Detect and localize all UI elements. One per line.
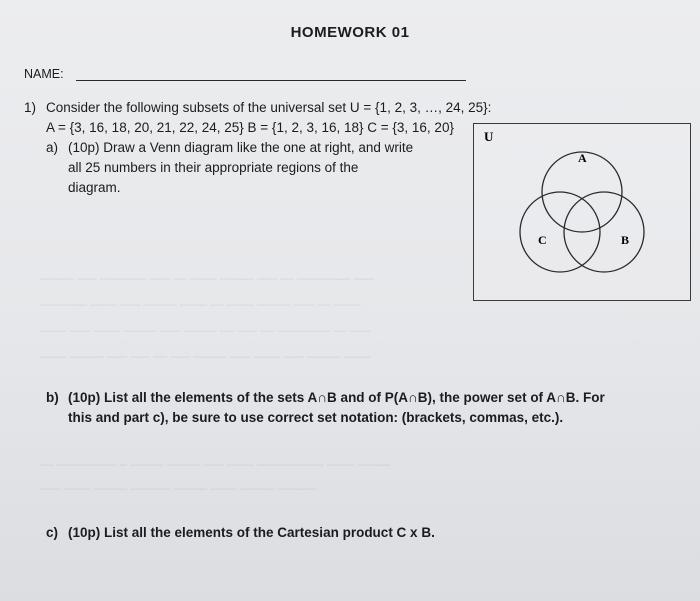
question-1-number: 1)	[24, 100, 37, 115]
part-a-line-1: (10p) Draw a Venn diagram like the one at right, and write	[68, 140, 414, 155]
name-label: NAME:	[24, 67, 64, 81]
show-through-text: ____ ___ ____ _____ ___ _____ __ ___ __ ________ __ ___	[40, 318, 371, 332]
venn-label-b: B	[621, 233, 630, 247]
name-blank-line	[76, 80, 466, 81]
show-through-text: _______ ____ ___ _____ ____ __ ____ _____ ___ __ ____	[40, 292, 361, 306]
venn-diagram-box	[473, 123, 691, 301]
part-c-marker: c)	[46, 525, 59, 540]
show-through-text: __ _________ _ _____ _____ ___ ____ __________ ____ _____	[40, 452, 391, 466]
page-title: HOMEWORK 01	[290, 24, 410, 41]
show-through-text: ___ ____ _____ ______ _____ ____ _____ ______	[40, 476, 317, 490]
set-definitions: A = {3, 16, 18, 20, 21, 22, 24, 25} B = {1, 2, 3, 16, 18} C = {3, 16, 20}	[46, 120, 454, 135]
venn-diagram	[474, 124, 690, 300]
venn-label-a: A	[578, 151, 587, 165]
venn-label-u: U	[484, 129, 494, 144]
venn-label-c: C	[538, 233, 547, 247]
part-b-line-1: (10p) List all the elements of the sets A∩B and of P(A∩B), the power set of A∩B. For	[68, 390, 605, 405]
question-1-text: Consider the following subsets of the universal set U = {1, 2, 3, …, 24, 25}:	[46, 100, 492, 115]
part-c-line-1: (10p) List all the elements of the Cartesian product C x B.	[68, 525, 435, 540]
part-b-line-2: this and part c), be sure to use correct set notation: (brackets, commas, etc.).	[68, 410, 564, 425]
part-a-marker: a)	[46, 140, 59, 155]
show-through-text: _____ ___ _______ ___ __ ____ _____ ___ __ ________ ___	[40, 266, 374, 280]
show-through-text: ____ _____ ___ ___ __ ___ _____ ___ ____ ___ _____ ____	[40, 344, 371, 358]
part-b-marker: b)	[46, 390, 59, 405]
part-a-line-3: diagram.	[68, 180, 121, 195]
part-a-line-2: all 25 numbers in their appropriate regions of the	[68, 160, 359, 175]
